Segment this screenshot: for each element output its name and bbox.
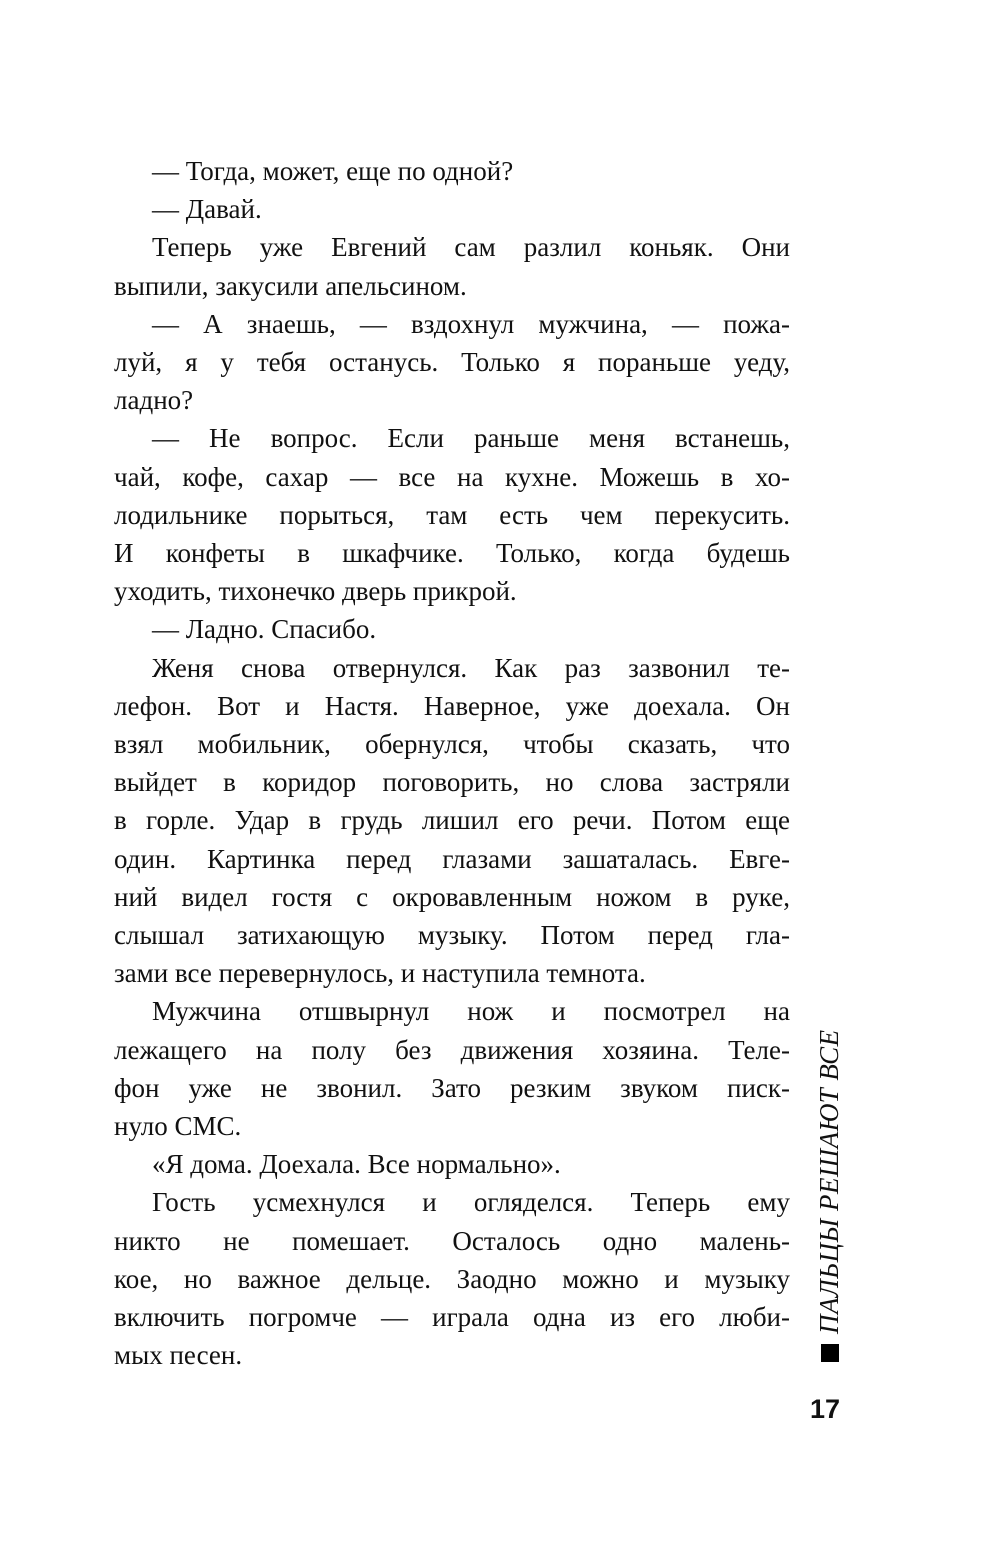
text-line: лежащего на полу без движения хозяина. Теле- xyxy=(114,1034,790,1065)
text-line: Гость усмехнулся и огляделся. Теперь ему xyxy=(152,1187,790,1218)
text-line: выпили, закусили апельсином. xyxy=(114,270,467,301)
text-line: чай, кофе, сахар — все на кухне. Можешь в хо- xyxy=(114,461,790,492)
text-line: «Я дома. Доехала. Все нормально». xyxy=(152,1149,561,1180)
text-line: И конфеты в шкафчике. Только, когда будешь xyxy=(114,538,790,569)
text-line: — Давай. xyxy=(152,194,262,225)
body-text xyxy=(114,152,790,1375)
text-line: — А знаешь, — вздохнул мужчина, — пожа- xyxy=(152,308,790,339)
text-line: зами все перевернулось, и наступила темнота. xyxy=(114,958,646,989)
text-line: лодильнике порыться, там есть чем перекусить. xyxy=(114,499,790,530)
text-line: фон уже не звонил. Зато резким звуком писк- xyxy=(114,1072,790,1103)
text-line: Женя снова отвернулся. Как раз зазвонил те- xyxy=(152,652,790,683)
page-number: 17 xyxy=(810,1394,841,1424)
text-line: — Ладно. Спасибо. xyxy=(152,614,377,645)
text-line: — Тогда, может, еще по одной? xyxy=(152,156,514,186)
text-line: — Не вопрос. Если раньше меня встанешь, xyxy=(152,423,790,454)
text-line: включить погромче — играла одна из его люби- xyxy=(114,1302,790,1333)
text-line: в горле. Удар в грудь лишил его речи. Потом еще xyxy=(114,805,790,836)
text-line: один. Картинка перед глазами зашаталась. Евге- xyxy=(114,843,790,874)
text-line: ладно? xyxy=(114,385,194,416)
text-line: никто не помешает. Осталось одно малень- xyxy=(114,1225,790,1256)
series-square-marker-icon xyxy=(821,1344,839,1362)
text-line: луй, я у тебя останусь. Только я пораньше уеду, xyxy=(114,347,790,378)
text-line: кое, но важное дельце. Заодно можно и музыку xyxy=(114,1263,790,1294)
text-line: уходить, тихонечко дверь прикрой. xyxy=(114,576,517,607)
text-line: взял мобильник, обернулся, чтобы сказать, что xyxy=(114,729,790,760)
text-line: ний видел гостя с окровавленным ножом в руке, xyxy=(114,881,790,912)
series-margin-title: ПАЛЬЦЫ РЕШАЮТ ВСЕ xyxy=(814,1029,844,1334)
text-line: слышал затихающую музыку. Потом перед гла- xyxy=(114,920,790,951)
text-line: лефон. Вот и Настя. Наверное, уже доехала. Он xyxy=(114,690,790,721)
text-line: нуло СМС. xyxy=(114,1111,242,1142)
text-line: Теперь уже Евгений сам разлил коньяк. Они xyxy=(152,232,790,263)
text-line: мых песен. xyxy=(114,1340,243,1371)
text-line: Мужчина отшвырнул нож и посмотрел на xyxy=(152,996,790,1027)
text-line: выйдет в коридор поговорить, но слова застряли xyxy=(114,767,790,798)
